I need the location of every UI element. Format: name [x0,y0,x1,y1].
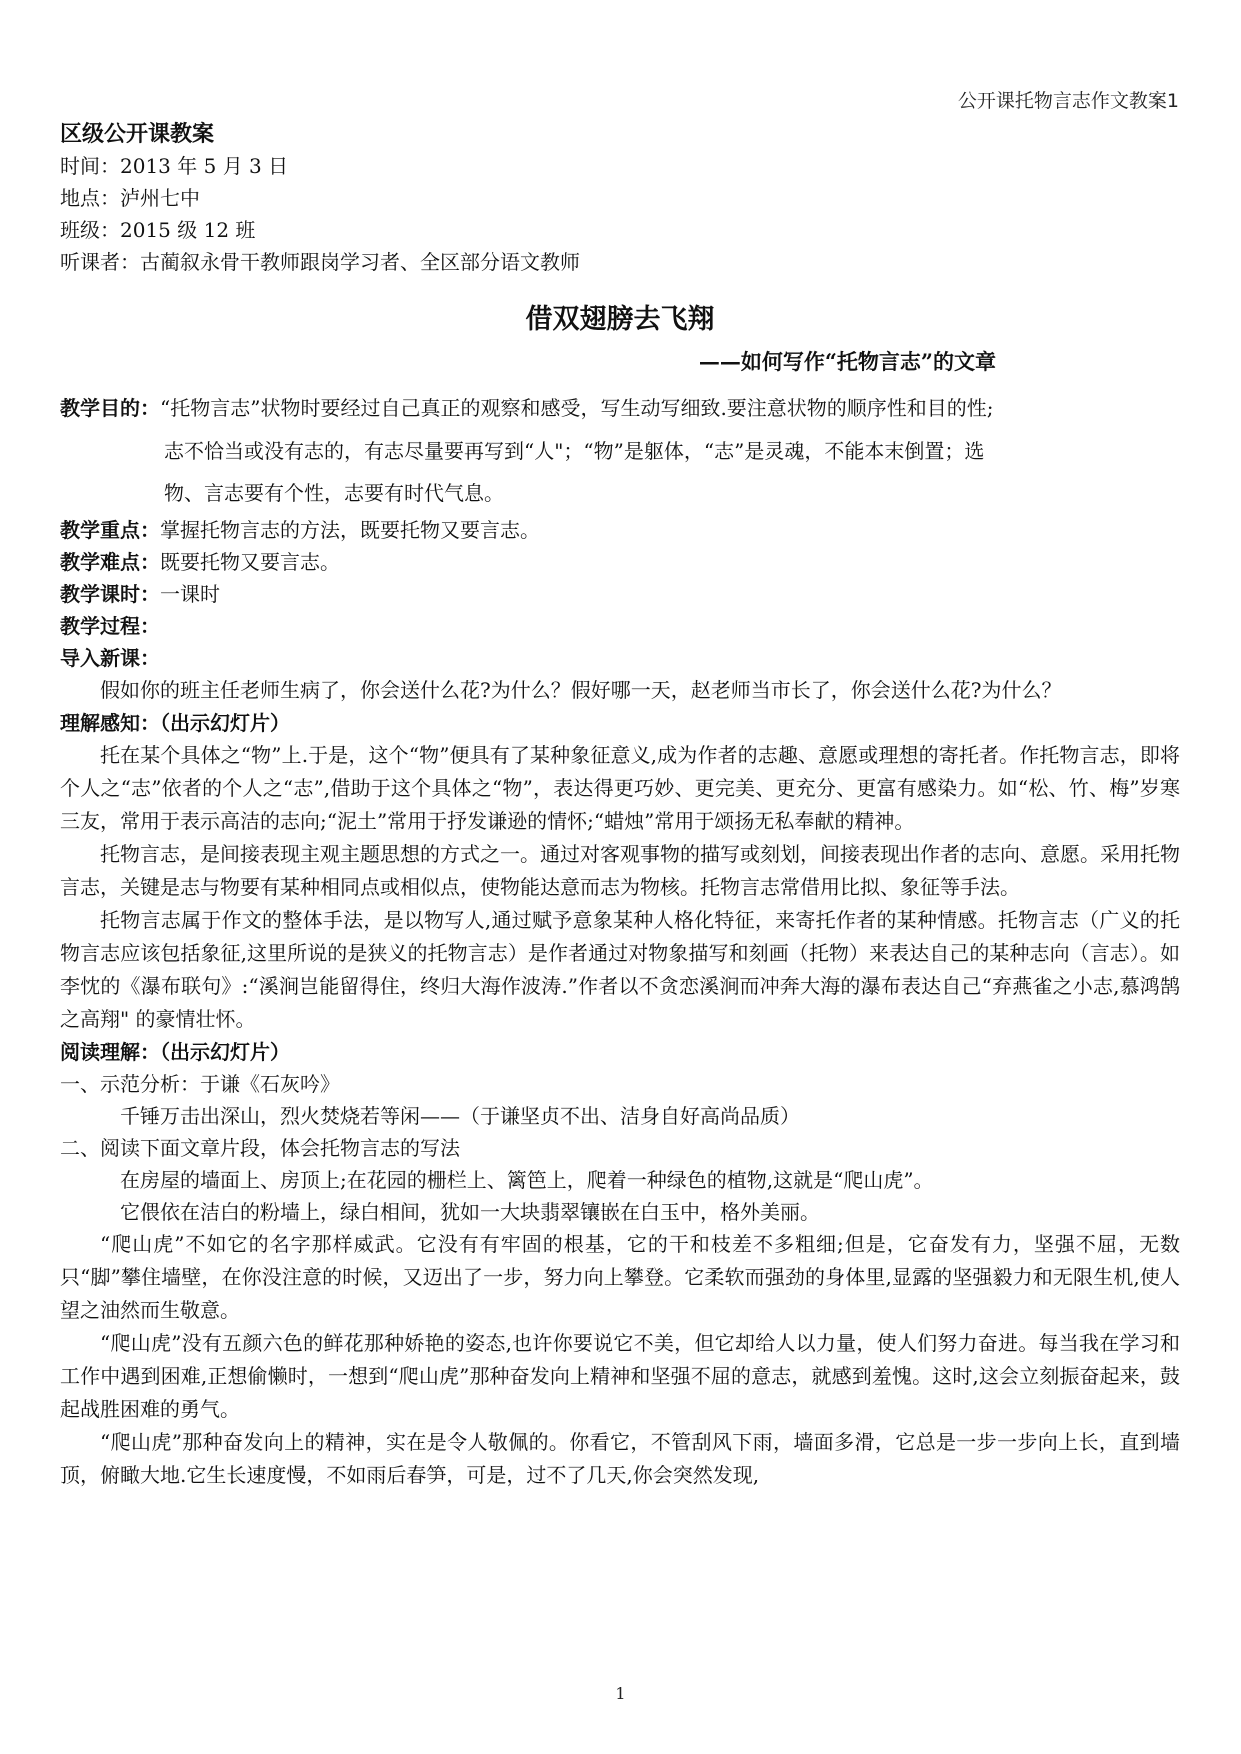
meta-time: 时间：2013 年 5 月 3 日 [60,154,289,178]
intro-paragraph: 假如你的班主任老师生病了，你会送什么花?为什么？假好哪一天，赵老师当市长了，你会送什么花?为什么？ [100,678,1062,702]
focus-text: 掌握托物言志的方法，既要托物又要言志。 [160,518,540,542]
reading-paragraph-2: 它偎依在洁白的粉墙上，绿白相间，犹如一大块翡翠镶嵌在白玉中，格外美丽。 [120,1200,820,1224]
focus-row [60,514,1180,546]
goal-row [60,392,1180,424]
understanding-paragraph-2: 托物言志，是间接表现主观主题思想的方式之一。通过对客观事物的描写或刻划，间接表现出作者的志向、意愿。采用托物言志，关键是志与物要有某种相同点或相似点，使物能达意而志为物核。托物言志常借用比拟、象征等手法。 [60,842,1180,899]
document-body [60,118,1180,1492]
difficulty-row [60,546,1180,578]
running-header: 公开课托物言志作文教案1 [957,90,1179,112]
reading-item-1-quote: 千锤万击出深山，烈火焚烧若等闲——（于谦坚贞不出、洁身自好高尚品质） [120,1104,800,1128]
focus-label: 教学重点： [60,518,160,542]
difficulty-text: 既要托物又要言志。 [160,550,340,574]
understanding-heading: 理解感知：（出示幻灯片） [60,711,290,735]
reading-heading: 阅读理解：（出示幻灯片） [60,1040,290,1064]
document-subtitle: ——如何写作“托物言志”的文章 [698,349,996,374]
meta-place: 地点：泸州七中 [60,186,200,210]
page-number: 1 [615,1684,626,1703]
goal-line-3: 物、言志要有个性，志要有时代气息。 [164,481,504,505]
meta-audience: 听课者：古蔺叙永骨干教师跟岗学习者、全区部分语文教师 [60,250,580,274]
reading-item-2: 二、阅读下面文章片段，体会托物言志的写法 [60,1136,460,1160]
goal-line-1: “托物言志”状物时要经过自己真正的观察和感受，写生动写细致.要注意状物的顺序性和目的性; [160,396,994,420]
meta-class: 班级：2015 级 12 班 [60,218,256,242]
difficulty-label: 教学难点： [60,550,160,574]
goal-line-2: 志不恰当或没有志的，有志尽量要再写到“人"；“物”是躯体，“志”是灵魂，不能本末倒置；选 [164,439,985,463]
lesson-heading: 区级公开课教案 [60,121,215,147]
understanding-paragraph-1: 托在某个具体之“物”上.于是，这个“物”便具有了某种象征意义,成为作者的志趣、意愿或理想的寄托者。作托物言志，即将个人之“志”依者的个人之“志”,借助于这个具体之“物”，表达得更巧妙、更完美、更充分、更富有感染力。如“松、竹、梅”岁寒三友，常用于表示高洁的志向;“泥土”常用于抒发谦逊的情怀;“蜡烛”常用于颂扬无私奉献的精神。 [60,743,1180,833]
document-title: 借双翅膀去飞翔 [525,304,715,335]
hours-label: 教学课时： [60,582,160,606]
hours-text: 一课时 [160,582,220,606]
understanding-paragraph-3: 托物言志属于作文的整体手法，是以物写人,通过赋予意象某种人格化特征，来寄托作者的某种情感。托物言志（广义的托物言志应该包括象征,这里所说的是狭义的托物言志）是作者通过对物象描写和刻画（托物）来表达自己的某种志向（言志）。如李忱的《瀑布联句》:“溪涧岂能留得住，终归大海作波涛.”作者以不贪恋溪涧而冲奔大海的瀑布表达自己“弃燕雀之小志,慕鸿鹄之高翔" 的豪情壮怀。 [60,908,1180,1031]
goal-label: 教学目的： [60,396,160,420]
reading-paragraph-5: “爬山虎”那种奋发向上的精神，实在是令人敬佩的。你看它，不管刮风下雨，墙面多滑，它总是一步一步向上长，直到墙顶，俯瞰大地.它生长速度慢，不如雨后春笋，可是，过不了几天,你会突然发现, [60,1430,1180,1487]
reading-paragraph-4: “爬山虎”没有五颜六色的鲜花那种娇艳的姿态,也许你要说它不美，但它却给人以力量，使人们努力奋进。每当我在学习和工作中遇到困难,正想偷懒时，一想到“爬山虎”那种奋发向上精神和坚强不屈的意志，就感到羞愧。这时,这会立刻振奋起来，鼓起战胜困难的勇气。 [60,1331,1180,1421]
intro-heading: 导入新课： [60,646,160,670]
reading-paragraph-1: 在房屋的墙面上、房顶上;在花园的栅栏上、篱笆上，爬着一种绿色的植物,这就是“爬山虎”。 [120,1168,934,1192]
reading-item-1: 一、示范分析：于谦《石灰吟》 [60,1072,340,1096]
reading-paragraph-3: “爬山虎”不如它的名字那样威武。它没有有牢固的根基，它的干和枝差不多粗细;但是，它奋发有力，坚强不屈，无数只“脚”攀住墙壁，在你没注意的时候，又迈出了一步，努力向上攀登。它柔软而强劲的身体里,显露的坚强毅力和无限生机,使人望之油然而生敬意。 [60,1232,1180,1322]
process-heading: 教学过程： [60,614,160,638]
hours-row [60,578,1180,610]
